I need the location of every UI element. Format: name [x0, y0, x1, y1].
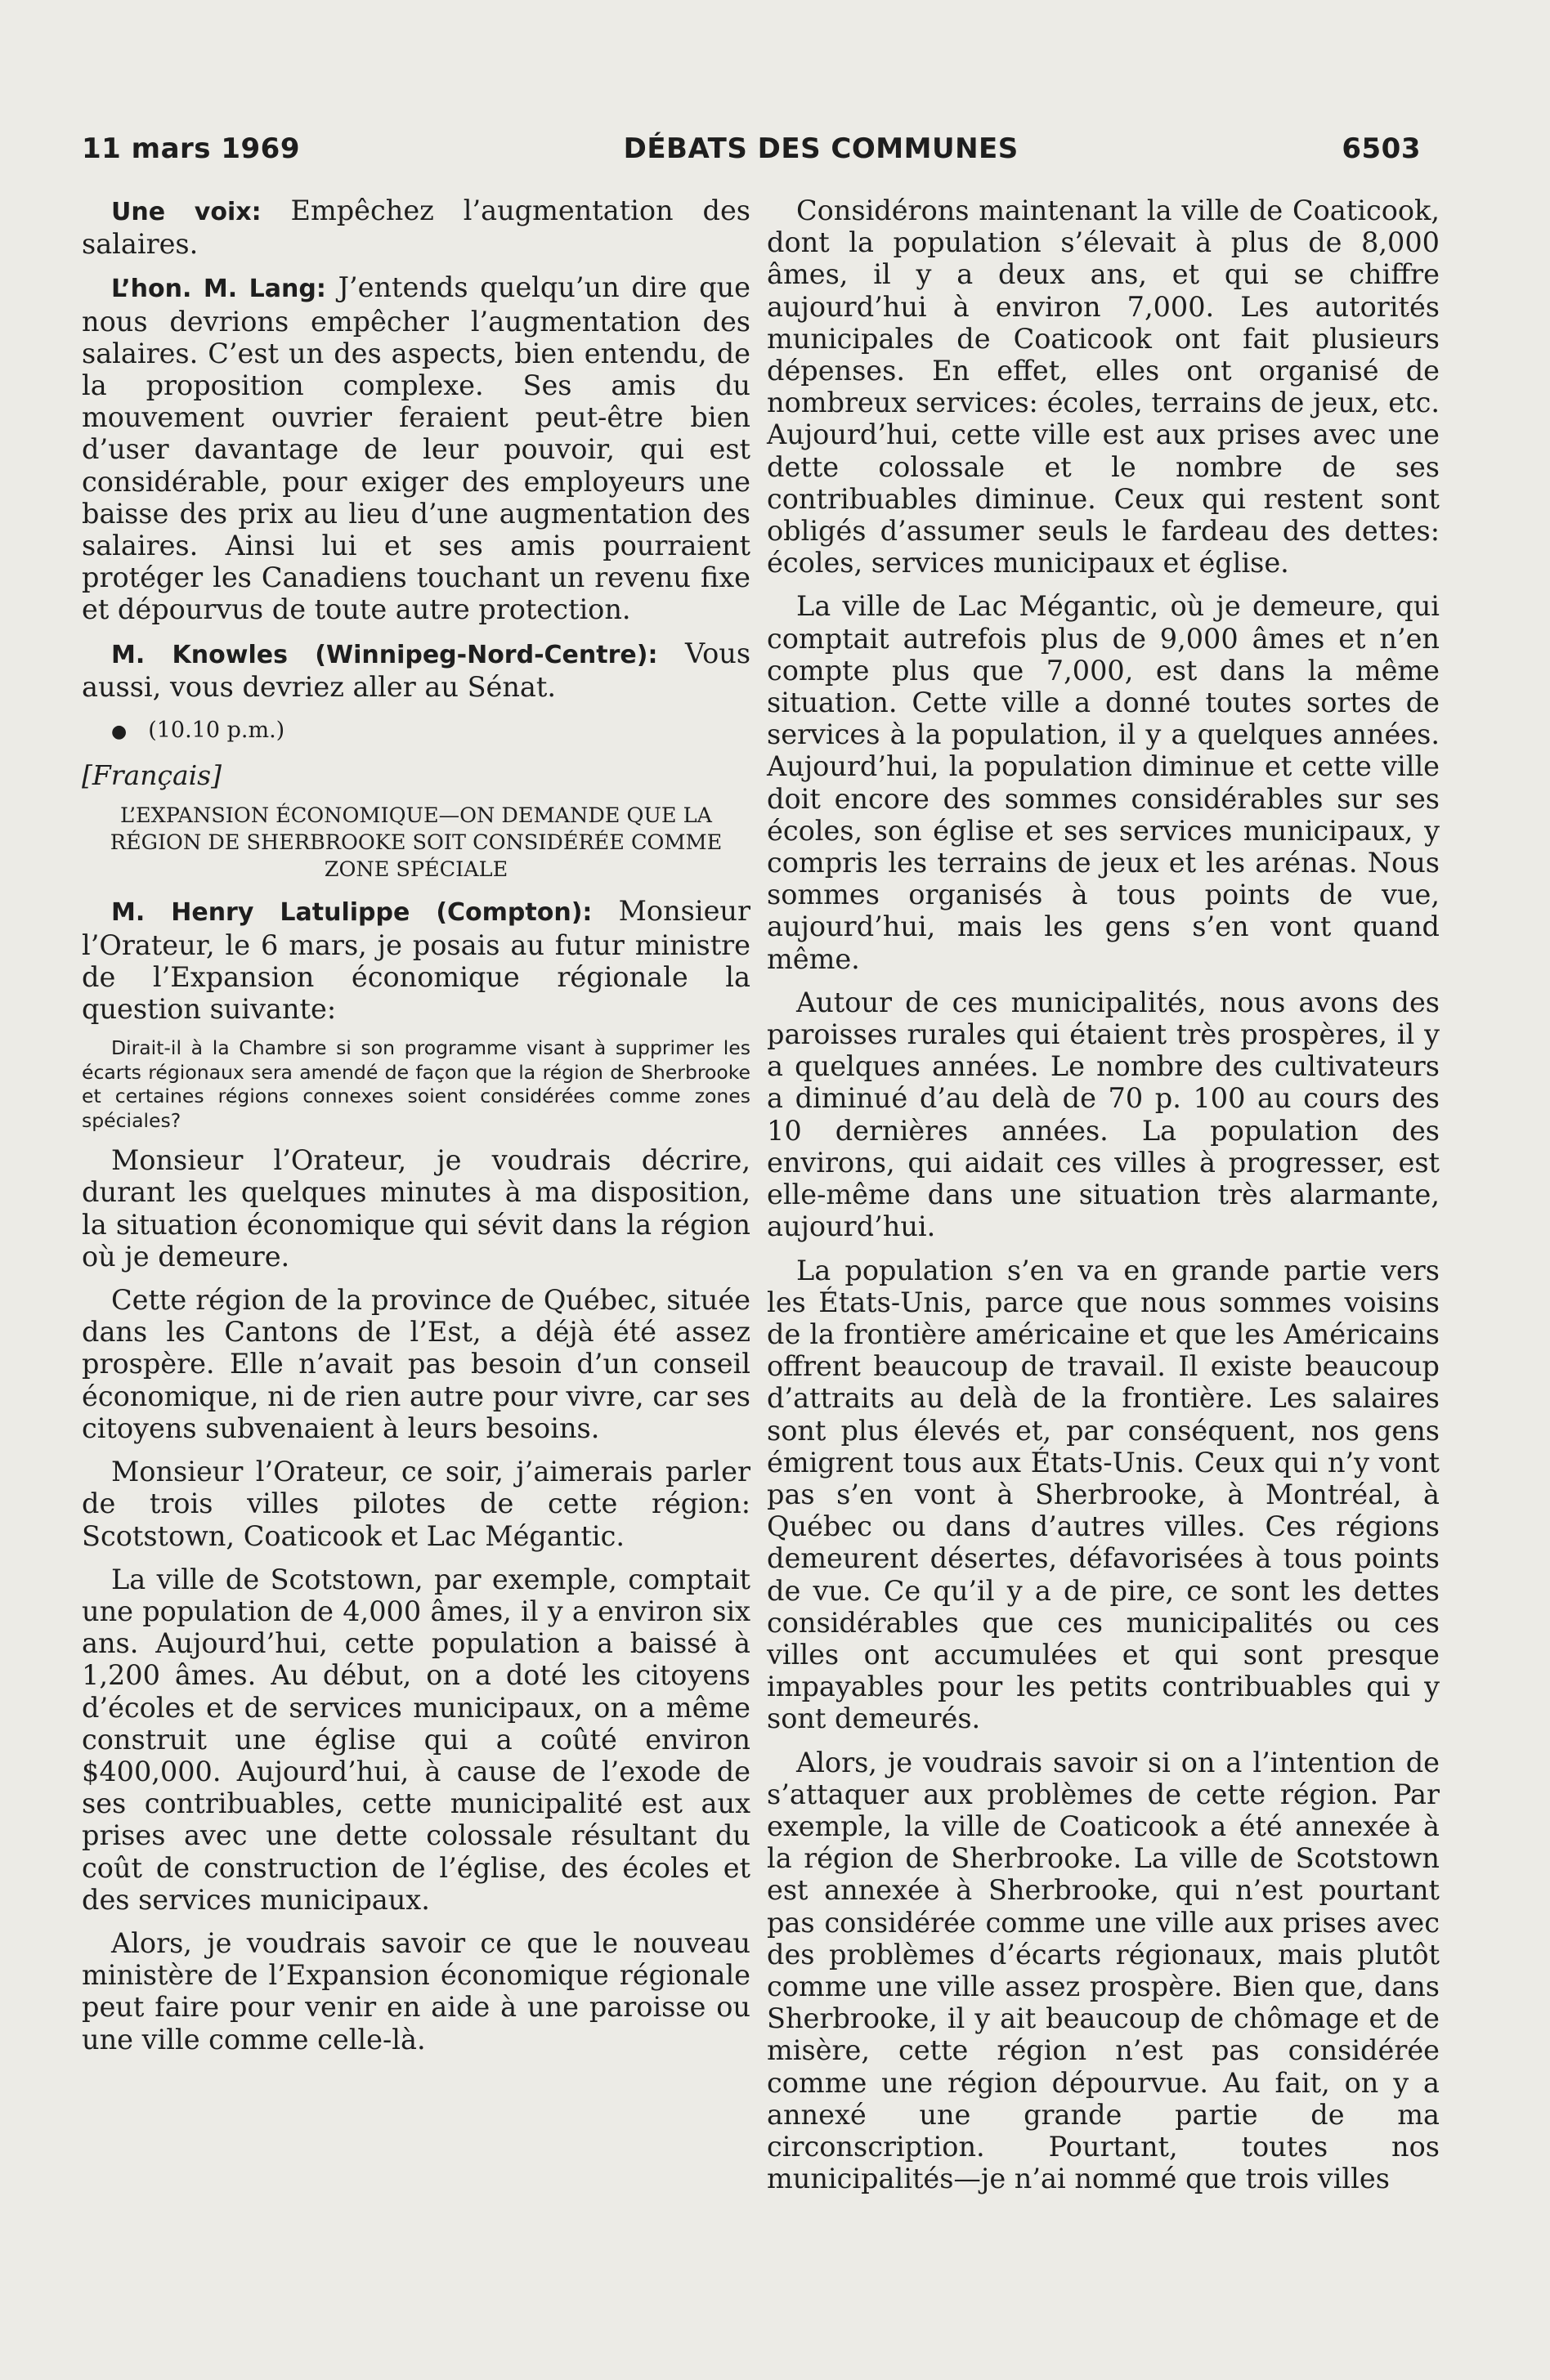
paragraph: Autour de ces municipalités, nous avons des paroisses rurales qui étaient très prospères, il y a quelques années. Le nombre des cultivateurs a diminué d’au delà de 70 p. 100 au cours des 10 dernières années. La population des environs, qui aidait ces villes à progresser, est elle-même dans une situation très alarmante, aujourd’hui.: [767, 986, 1440, 1243]
header-date: 11 mars 1969: [82, 132, 300, 165]
speaker-name: Une voix:: [111, 198, 262, 226]
block-quote: Dirait-il à la Chambre si son programme visant à supprimer les écarts régionaux sera amendé de façon que la région de Sherbrooke et certaines régions connexes soient considérées comme zones spéciales?: [82, 1036, 750, 1132]
paragraph: La ville de Scotstown, par exemple, comptait une population de 4,000 âmes, il y a environ six ans. Aujourd’hui, cette population a baissé à 1,200 âmes. Au début, on a doté les citoyens d’écoles et de services municipaux, on a même construit une église qui a coûté environ $400,000. Aujourd’hui, à cause de l’exode de ses contribuables, cette municipalité est aux prises avec une dette colossale résultant du coût de construction de l’église, des écoles et des services municipaux.: [82, 1563, 750, 1916]
bullet-icon: ●: [111, 722, 128, 743]
timestamp-text: (10.10 p.m.): [148, 718, 285, 744]
paragraph: [82, 638, 750, 703]
speaker-name: M. Knowles (Winnipeg-Nord-Centre):: [111, 640, 658, 669]
paragraph: La ville de Lac Mégantic, où je demeure, qui comptait autrefois plus de 9,000 âmes et n’en compte plus que 7,000, est dans la même situation. Cette ville a donné toutes sortes de services à la population, il y a quelques années. Aujourd’hui, la population diminue et cette ville doit encore des sommes considérables sur ses écoles, son église et ses services municipaux, y compris les terrains de jeux et les arénas. Nous sommes organisés à tous points de vue, aujourd’hui, mais les gens s’en vont quand même.: [767, 590, 1440, 975]
paragraph: [82, 271, 750, 625]
speech-text: Empêchez l’augmentation des salaires.: [82, 195, 751, 261]
paragraph: Monsieur l’Orateur, je voudrais décrire, durant les quelques minutes à ma disposition, la situation économique qui sévit dans la région où je demeure.: [82, 1144, 750, 1273]
speaker-name: L’hon. M. Lang:: [111, 275, 326, 304]
header-title: DÉBATS DES COMMUNES: [623, 132, 1019, 165]
paragraph: Considérons maintenant la ville de Coaticook, dont la population s’élevait à plus de 8,000 âmes, il y a deux ans, et qui se chiffre aujourd’hui à environ 7,000. Les autorités municipales de Coaticook ont fait plusieurs dépenses. En effet, elles ont organisé de nombreux services: écoles, terrains de jeux, etc. Aujourd’hui, cette ville est aux prises avec une dette colossale et le nombre de ses contribuables diminue. Ceux qui restent sont obligés d’assumer seuls le fardeau des dettes: écoles, services municipaux et église.: [767, 195, 1440, 579]
language-marker: [Français]: [82, 759, 222, 792]
paragraph: Cette région de la province de Québec, située dans les Cantons de l’Est, a déjà été assez prospère. Elle n’avait pas besoin d’un conseil économique, ni de rien autre pour vivre, car ses citoyens subvenaient à leurs besoins.: [82, 1284, 750, 1444]
speaker-name: M. Henry Latulippe (Compton):: [111, 898, 593, 928]
left-column: [82, 195, 750, 2067]
paragraph: [82, 895, 750, 1025]
speech-text: Monsieur l’Orateur, le 6 mars, je posais au futur ministre de l’Expansion économique régionale la question suivante:: [82, 895, 750, 1026]
speech-text: J’entends quelqu’un dire que nous devrions empêcher l’augmentation des salaires. C’est un des aspects, bien entendu, de la proposition complexe. Ses amis du mouvement ouvrier feraient peut-être bien d’user davantage de leur pouvoir, qui est considérable, pour exiger des employeurs une baisse des prix au lieu d’une augmentation des salaires. Ainsi lui et ses amis pourraient protéger les Canadiens touchant un revenu fixe et dépourvus de toute autre protection.: [82, 271, 750, 626]
paragraph: La population s’en va en grande partie vers les États-Unis, parce que nous sommes voisins de la frontière américaine et que les Américains offrent beaucoup de travail. Il existe beaucoup d’attraits au delà de la frontière. Les salaires sont plus élevés et, par conséquent, nos gens émigrent tous aux États-Unis. Ceux qui n’y vont pas s’en vont à Sherbrooke, à Montréal, à Québec ou dans d’autres villes. Ces régions demeurent désertes, défavorisées à tous points de vue. Ce qu’il y a de pire, ce sont les dettes considérables que ces municipalités ou ces villes ont accumulées et qui sont presque impayables pour les petits contribuables qui y sont demeurés.: [767, 1254, 1440, 1735]
paragraph: [82, 195, 750, 260]
speech-text: Vous aussi, vous devriez aller au Sénat.: [82, 637, 751, 703]
page-header: [82, 132, 1421, 165]
paragraph: Alors, je voudrais savoir ce que le nouveau ministère de l’Expansion économique régionale peut faire pour venir en aide à une paroisse ou une ville comme celle-là.: [82, 1926, 750, 2056]
section-headline: L’EXPANSION ÉCONOMIQUE—ON DEMANDE QUE LA RÉGION DE SHERBROOKE SOIT CONSIDÉRÉE COMME ZONE SPÉCIALE: [110, 803, 723, 883]
header-page-number: 6503: [1342, 132, 1421, 165]
paragraph: Alors, je voudrais savoir si on a l’intention de s’attaquer aux problèmes de cette région. Par exemple, la ville de Coaticook a été annexée à la région de Sherbrooke. La ville de Scotstown est annexée à Sherbrooke, qui n’est pourtant pas considérée comme une ville aux prises avec des problèmes d’écarts régionaux, mais plutôt comme une ville assez prospère. Bien que, dans Sherbrooke, il y ait beaucoup de chômage et de misère, cette région n’est pas considérée comme une région dépourvue. Au fait, on y a annexé une grande partie de ma circonscription. Pourtant, toutes nos municipalités—je n’ai nommé que trois villes: [767, 1746, 1440, 2195]
timestamp: [82, 714, 750, 748]
right-column: [767, 195, 1440, 2206]
paragraph: Monsieur l’Orateur, ce soir, j’aimerais parler de trois villes pilotes de cette région: Scotstown, Coaticook et Lac Mégantic.: [82, 1456, 750, 1552]
